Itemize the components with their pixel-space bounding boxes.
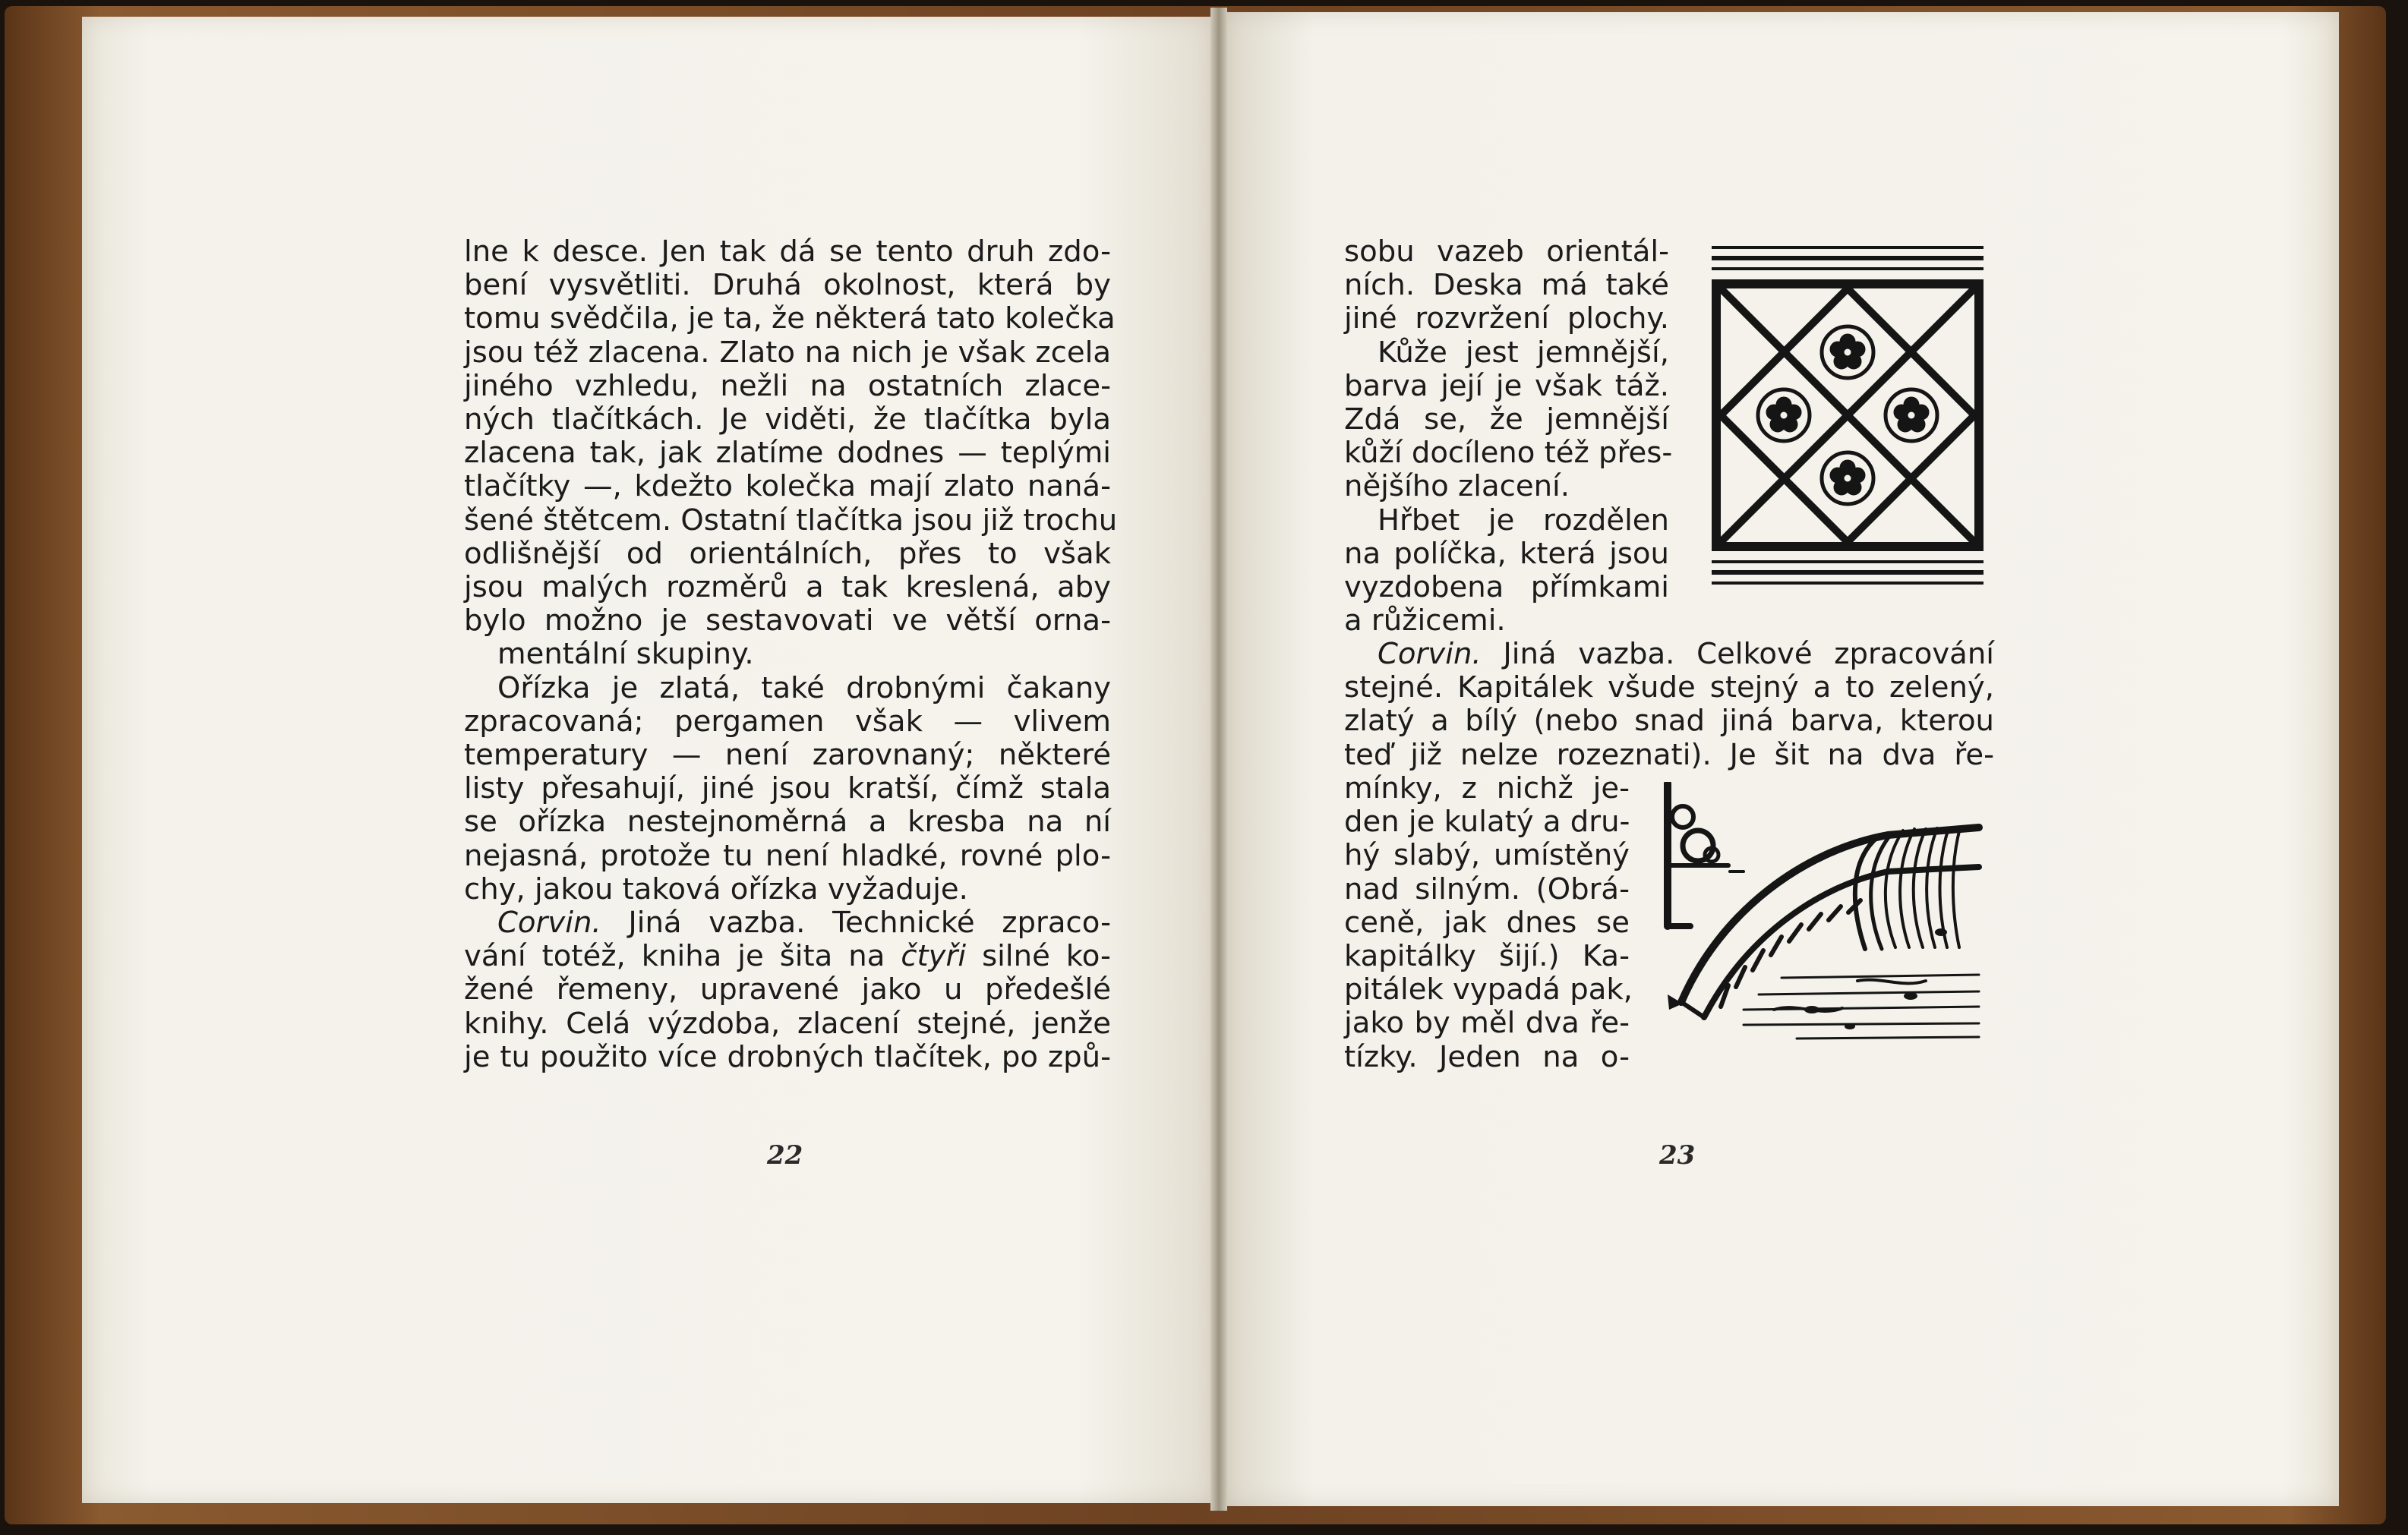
text-line: chy, jakou taková ořízka vyžaduje.	[464, 872, 968, 906]
text-line: knihy. Celá výzdoba, zlacení stejné, jenže	[464, 1006, 1111, 1041]
text-line: kapitálky šijí.) Ka-	[1344, 939, 1630, 974]
text-line	[1344, 638, 1994, 671]
text-line: nějšího zlacení.	[1344, 469, 1570, 504]
text-line: žené řemeny, upravené jako u předešlé	[464, 972, 1111, 1007]
corvin-label: Corvin.	[1378, 637, 1482, 671]
text-line: ceně, jak dnes se	[1344, 905, 1630, 940]
text-line: listy přesahují, jiné jsou kratší, čímž stala	[464, 771, 1111, 806]
text-line: teď již nelze rozeznati). Je šit na dva ře-	[1344, 737, 1994, 772]
text-line	[464, 940, 1111, 973]
page-number-left: 22	[767, 1140, 803, 1171]
text-line: ných tlačítkách. Je viděti, že tlačítka byla	[464, 402, 1111, 437]
text-line: stejné. Kapitálek všude stejný a to zelený,	[1344, 670, 1994, 705]
left-page-text	[464, 235, 1118, 1074]
text-line: jiného vzhledu, nežli na ostatních zlace-	[464, 368, 1111, 403]
text-line: jiné rozvržení plochy.	[1344, 301, 1669, 336]
text-line: tlačítky —, kdežto kolečka mají zlato naná-	[464, 469, 1111, 504]
text-line: bylo možno je sestavovati ve větší orna-	[464, 604, 1111, 638]
text-line: jsou malých rozměrů a tak kreslená, aby	[464, 570, 1111, 605]
right-page-text-narrow	[1344, 235, 1673, 638]
text-line: bení vysvětliti. Druhá okolnost, která by	[464, 268, 1111, 303]
text-span: Jiná vazba. Technické zpraco-	[628, 906, 1111, 941]
text-line: a růžicemi.	[1344, 604, 1506, 638]
text-line: na políčka, která jsou	[1344, 536, 1669, 571]
text-line: zlacena tak, jak zlatíme dodnes — teplými	[464, 436, 1111, 471]
spine-ornament-illustration	[1709, 241, 1987, 591]
text-line: barva její je však táž.	[1344, 368, 1669, 403]
text-line: nad silným. (Obrá-	[1344, 872, 1630, 906]
corvin-label: Corvin.	[497, 906, 601, 941]
text-line	[464, 906, 1111, 940]
text-line: odlišnější od orientálních, přes to však	[464, 536, 1111, 571]
text-span: Jiná vazba. Celkové zpracování	[1503, 637, 1994, 671]
book-gutter	[1210, 8, 1227, 1511]
page-number-right: 23	[1659, 1140, 1696, 1171]
right-page-text-full	[1344, 638, 1994, 772]
text-line: se ořízka nestejnoměrná a kresba na ní	[464, 805, 1111, 840]
text-line: je tu použito více drobných tlačítek, po způ-	[464, 1039, 1111, 1074]
text-line: tomu svědčila, je ta, že některá tato kolečka	[464, 301, 1116, 336]
text-line: Hřbet je rozdělen	[1378, 503, 1669, 537]
text-line: Zdá se, že jemnější	[1344, 402, 1669, 437]
text-line: kůží docíleno též přes-	[1344, 436, 1673, 471]
text-line: šené štětcem. Ostatní tlačítka jsou již trochu	[464, 503, 1118, 537]
text-line: hý slabý, umístěný	[1344, 838, 1630, 873]
text-line: sobu vazeb orientál-	[1344, 235, 1669, 269]
text-span: vání totéž, kniha je šita na	[464, 939, 885, 974]
ctyri-emphasis: čtyři	[901, 939, 967, 974]
text-line: jsou též zlacena. Zlato na nich je však zcela	[464, 335, 1111, 370]
text-line: tízky. Jeden na o-	[1344, 1039, 1630, 1074]
text-line: zpracovaná; pergamen však — vlivem	[464, 704, 1111, 739]
text-line: mínky, z nichž je-	[1344, 771, 1630, 805]
text-line: mentální skupiny.	[497, 637, 754, 672]
text-line: den je kulatý a dru-	[1344, 805, 1630, 840]
right-page-text-short	[1344, 771, 1633, 1074]
text-line: Kůže jest jemnější,	[1378, 335, 1669, 370]
text-line: temperatury — není zarovnaný; některé	[464, 738, 1111, 773]
text-line: jako by měl dva ře-	[1344, 1006, 1630, 1041]
text-line: vyzdobena přímkami	[1344, 570, 1669, 605]
text-line: pitálek vypadá pak,	[1344, 972, 1633, 1007]
capital-band-illustration	[1660, 782, 1994, 1048]
text-line: lne k desce. Jen tak dá se tento druh zdo-	[464, 235, 1111, 269]
text-line: ních. Deska má také	[1344, 268, 1669, 303]
text-line: Ořízka je zlatá, také drobnými čakany	[497, 670, 1111, 705]
text-span: silné ko-	[982, 939, 1111, 974]
text-line: nejasná, protože tu není hladké, rovné plo-	[464, 838, 1111, 873]
text-line: zlatý a bílý (nebo snad jiná barva, kterou	[1344, 704, 1994, 739]
